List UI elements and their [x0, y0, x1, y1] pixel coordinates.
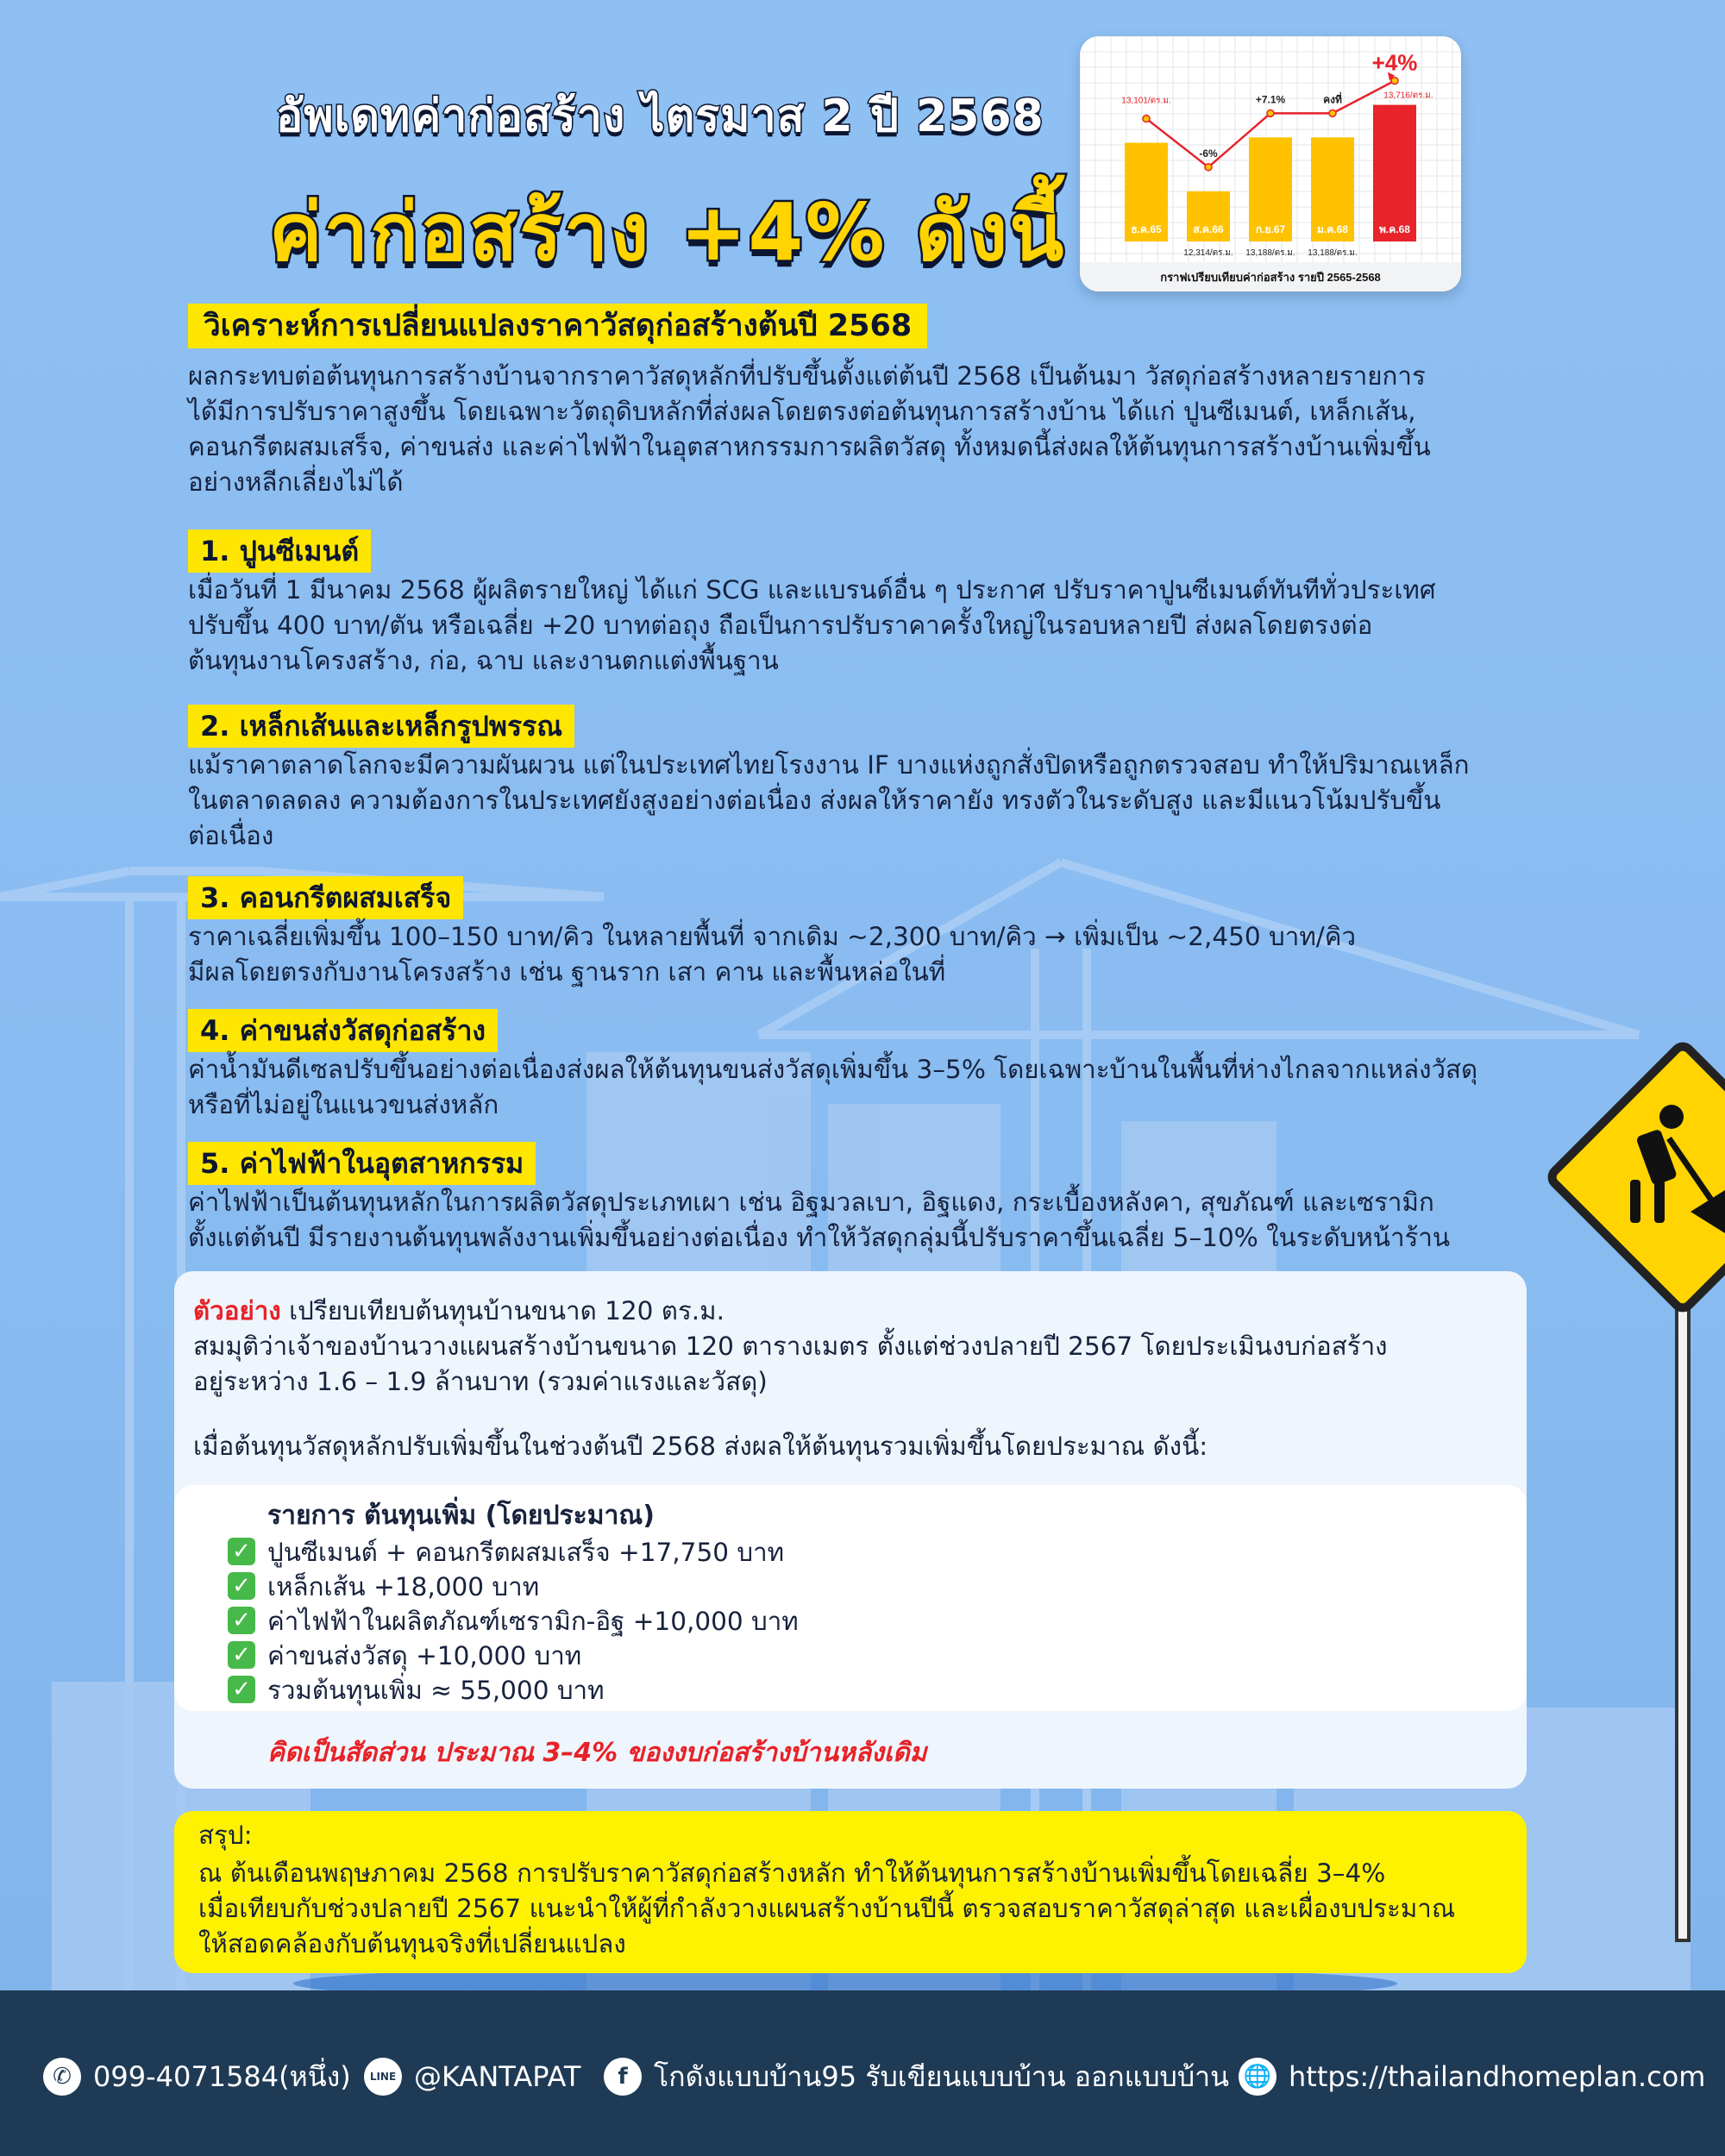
- paragraph-line: ราคาเฉลี่ยเพิ่มขึ้น 100–150 บาท/คิว ในหลายพื้นที่ จากเดิม ~2,300 บาท/คิว → เพิ่มเป็น ~2,450 บาท/คิว: [188, 922, 1357, 951]
- website-link[interactable]: [1239, 2058, 1705, 2096]
- value-label: 13,101/ตร.ม.: [1121, 96, 1171, 106]
- checkbox-checked-icon: ✓: [228, 1676, 255, 1703]
- section-electricity: [188, 1142, 1551, 1256]
- paragraph-line: ผลกระทบต่อต้นทุนการสร้างบ้านจากราคาวัสดุหลักที่ปรับขึ้นตั้งแต่ต้นปี 2568 เป็นต้นมา วัสดุก่อสร้างหลายรายการ: [188, 361, 1426, 391]
- value-label: 13,716/ตร.ม.: [1383, 91, 1433, 101]
- list-item: [228, 1535, 784, 1568]
- checkbox-checked-icon: ✓: [228, 1641, 255, 1669]
- trend-point: [1267, 110, 1274, 116]
- example-title: [193, 1294, 724, 1329]
- bar-category-label: พ.ค.68: [1379, 223, 1410, 235]
- analysis-heading: วิเคราะห์การเปลี่ยนแปลงราคาวัสดุก่อสร้างต้นปี 2568: [188, 304, 927, 348]
- change-label: +7.1%: [1255, 93, 1286, 106]
- phone-icon: ✆: [43, 2058, 81, 2096]
- section-title: 3. คอนกรีตผสมเสร็จ: [188, 876, 463, 919]
- paragraph-line: ค่าไฟฟ้าเป็นต้นทุนหลักในการผลิตวัสดุประเภทเผา เช่น อิฐมวลเบา, อิฐแดง, กระเบื้องหลังคา, สุขภัณฑ์ และเซรามิก: [188, 1188, 1434, 1217]
- example-card: [174, 1271, 1527, 1789]
- list-item-text: ปูนซีเมนต์ + คอนกรีตผสมเสร็จ +17,750 บาท: [267, 1537, 785, 1567]
- bar-category-label: ก.ย.67: [1255, 223, 1286, 235]
- trend-point: [1391, 78, 1398, 85]
- chart-title: กราฟเปรียบเทียบค่าก่อสร้าง รายปี 2565-2568: [1160, 271, 1381, 284]
- trend-point: [1329, 110, 1336, 116]
- paragraph-line: ในตลาดลดลง ความต้องการในประเทศยังสูงอย่างต่อเนื่อง ส่งผลให้ราคายัง ทรงตัวในระดับสูง และมีแนวโน้มปรับขึ้น: [188, 786, 1441, 815]
- paragraph-line: ต่อเนื่อง: [188, 821, 274, 850]
- paragraph-line: ได้มีการปรับราคาสูงขึ้น โดยเฉพาะวัตถุดิบหลักที่ส่งผลโดยตรงต่อต้นทุนการสร้างบ้าน ได้แก่ ปูนซีเมนต์, เหล็กเส้น,: [188, 397, 1416, 426]
- section-title: 1. ปูนซีเมนต์: [188, 530, 371, 573]
- website-url: https://thailandhomeplan.com: [1289, 2060, 1706, 2093]
- cost-increase-list: [174, 1485, 1527, 1711]
- chart-canvas: [1080, 36, 1461, 291]
- paragraph-line: ตั้งแต่ต้นปี มีรายงานต้นทุนพลังงานเพิ่มขึ้นอย่างต่อเนื่อง ทำให้วัสดุกลุ่มนี้ปรับราคาขึ้นเฉลี่ย 5–10% ในระดับหน้าร้าน: [188, 1223, 1451, 1252]
- list-item: [228, 1639, 581, 1671]
- paragraph-line: ค่าน้ำมันดีเซลปรับขึ้นอย่างต่อเนื่องส่งผลให้ต้นทุนขนส่งวัสดุเพิ่มขึ้น 3–5% โดยเฉพาะบ้านในพื้นที่ห่างไกลจากแหล่งวัสดุ: [188, 1055, 1478, 1084]
- page-subtitle: อัพเดทค่าก่อสร้าง ไตรมาส 2 ปี 2568: [276, 91, 1044, 142]
- value-label: 13,188/ตร.ม.: [1308, 248, 1358, 258]
- value-label: 13,188/ตร.ม.: [1245, 248, 1295, 258]
- list-item-text: ค่าไฟฟ้าในผลิตภัณฑ์เซรามิก-อิฐ +10,000 บาท: [267, 1606, 799, 1636]
- checkbox-checked-icon: ✓: [228, 1538, 255, 1565]
- trend-point: [1205, 164, 1212, 171]
- line-contact[interactable]: [364, 2058, 580, 2096]
- line-icon: LINE: [364, 2058, 402, 2096]
- phone-number: 099-4071584(หนึ่ง): [93, 2059, 351, 2093]
- globe-icon: 🌐: [1239, 2058, 1276, 2096]
- paragraph-line: แม้ราคาตลาดโลกจะมีความผันผวน แต่ในประเทศไทยโรงงาน IF บางแห่งถูกสั่งปิดหรือถูกตรวจสอบ ทำให้ปริมาณเหล็ก: [188, 750, 1470, 780]
- change-label: -6%: [1199, 147, 1218, 160]
- paragraph-line: อยู่ระหว่าง 1.6 – 1.9 ล้านบาท (รวมค่าแรงและวัสดุ): [193, 1367, 768, 1396]
- paragraph-line: ปรับขึ้น 400 บาท/ตัน หรือเฉลี่ย +20 บาทต่อถุง ถือเป็นการปรับราคาครั้งใหญ่ในรอบหลายปี ส่งผลโดยตรงต่อ: [188, 611, 1373, 640]
- value-label: 12,314/ตร.ม.: [1183, 248, 1233, 258]
- facebook-page: โกดังแบบบ้าน95 รับเขียนแบบบ้าน ออกแบบบ้าน: [654, 2059, 1229, 2093]
- summary-line: เมื่อเทียบกับช่วงปลายปี 2567 แนะนำให้ผู้ที่กำลังวางแผนสร้างบ้านปีนี้ ตรวจสอบราคาวัสดุล่าสุด และเผื่องบประมาณ: [198, 1894, 1456, 1923]
- example-label-rest: เปรียบเทียบต้นทุนบ้านขนาด 120 ตร.ม.: [280, 1296, 724, 1326]
- section-transport: [188, 1009, 1551, 1123]
- summary-box: [174, 1811, 1527, 1973]
- summary-line: ณ ต้นเดือนพฤษภาคม 2568 การปรับราคาวัสดุก่อสร้างหลัก ทำให้ต้นทุนการสร้างบ้านเพิ่มขึ้นโดยเฉลี่ย 3–4%: [198, 1858, 1386, 1888]
- example-lead: เมื่อต้นทุนวัสดุหลักปรับเพิ่มขึ้นในช่วงต้นปี 2568 ส่งผลให้ต้นทุนรวมเพิ่มขึ้นโดยประมาณ ดังนี้:: [193, 1432, 1208, 1461]
- paragraph-line: อย่างหลีกเลี่ยงไม่ได้: [188, 467, 404, 497]
- paragraph-line: สมมุติว่าเจ้าของบ้านวางแผนสร้างบ้านขนาด 120 ตารางเมตร ตั้งแต่ช่วงปลายปี 2567 โดยประเมินงบก่อสร้าง: [193, 1332, 1388, 1361]
- example-label: ตัวอย่าง: [193, 1296, 281, 1326]
- list-item: [228, 1673, 605, 1706]
- line-id: @KANTAPAT: [414, 2060, 581, 2093]
- list-item-text: ค่าขนส่งวัสดุ +10,000 บาท: [267, 1640, 582, 1670]
- paragraph-line: หรือที่ไม่อยู่ในแนวขนส่งหลัก: [188, 1090, 499, 1119]
- section-ready-mix-concrete: [188, 876, 1551, 990]
- trend-point: [1143, 116, 1150, 122]
- section-title: 4. ค่าขนส่งวัสดุก่อสร้าง: [188, 1009, 498, 1052]
- checkbox-checked-icon: ✓: [228, 1572, 255, 1600]
- phone-contact[interactable]: [43, 2058, 351, 2096]
- paragraph-line: มีผลโดยตรงกับงานโครงสร้าง เช่น ฐานราก เสา คาน และพื้นหล่อในที่: [188, 957, 946, 987]
- list-item: [228, 1570, 539, 1602]
- section-title: 5. ค่าไฟฟ้าในอุตสาหกรรม: [188, 1142, 536, 1185]
- change-label: +4%: [1371, 49, 1418, 76]
- bar-category-label: ธ.ค.65: [1131, 223, 1162, 235]
- cost-ratio-note: คิดเป็นสัดส่วน ประมาณ 3–4% ของงบก่อสร้างบ้านหลังเดิม: [267, 1738, 927, 1768]
- bar-category-label: ส.ค.66: [1193, 223, 1224, 235]
- list-item-text: รวมต้นทุนเพิ่ม ≈ 55,000 บาท: [267, 1675, 605, 1705]
- section-cement: [188, 530, 1551, 679]
- bar-category-label: ม.ค.68: [1317, 223, 1348, 235]
- cost-table-header: รายการ ต้นทุนเพิ่ม (โดยประมาณ): [267, 1501, 655, 1531]
- facebook-contact[interactable]: [604, 2058, 1229, 2096]
- chart-bar: [1373, 105, 1416, 241]
- paragraph-line: เมื่อวันที่ 1 มีนาคม 2568 ผู้ผลิตรายใหญ่ ได้แก่ SCG และแบรนด์อื่น ๆ ประกาศ ปรับราคาปูนซีเมนต์ทันทีทั่วประเทศ: [188, 575, 1436, 605]
- contact-footer: [0, 1990, 1725, 2156]
- list-item-text: เหล็กเส้น +18,000 บาท: [267, 1571, 540, 1601]
- summary-title: สรุป:: [198, 1821, 253, 1850]
- summary-line: ให้สอดคล้องกับต้นทุนจริงที่เปลี่ยนแปลง: [198, 1929, 626, 1959]
- facebook-icon: f: [604, 2058, 642, 2096]
- section-title: 2. เหล็กเส้นและเหล็กรูปพรรณ: [188, 705, 574, 748]
- cost-comparison-chart: [1080, 36, 1461, 291]
- checkbox-checked-icon: ✓: [228, 1607, 255, 1634]
- page-headline: ค่าก่อสร้าง +4% ดังนี้: [269, 186, 1066, 279]
- change-label: คงที่: [1323, 93, 1342, 106]
- list-item: [228, 1604, 799, 1637]
- section-steel: [188, 705, 1551, 854]
- paragraph-line: ต้นทุนงานโครงสร้าง, ก่อ, ฉาบ และงานตกแต่งพื้นฐาน: [188, 646, 779, 675]
- intro-paragraph: [188, 359, 1551, 500]
- paragraph-line: คอนกรีตผสมเสร็จ, ค่าขนส่ง และค่าไฟฟ้าในอุตสาหกรรมการผลิตวัสดุ ทั้งหมดนี้ส่งผลให้ต้นทุนการสร้างบ้านเพิ่มขึ้น: [188, 432, 1431, 461]
